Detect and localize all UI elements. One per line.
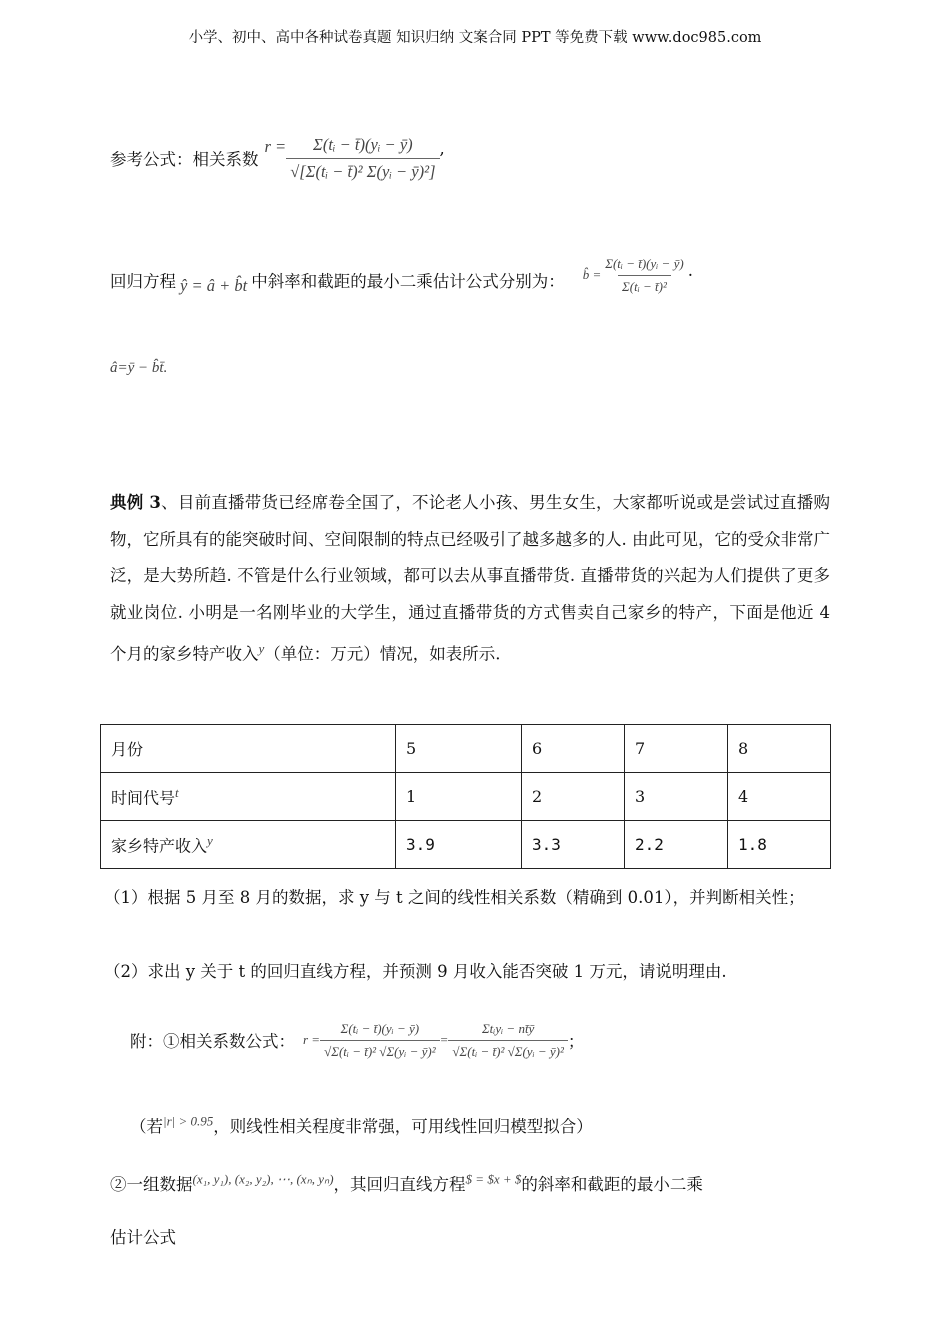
formula-denominator: √[Σ(tᵢ − t̄)² Σ(yᵢ − ȳ)²] xyxy=(286,158,439,182)
b-hat-lhs: b̂ = xyxy=(582,267,602,282)
appendix-item-2-end: 估计公式 xyxy=(110,1228,176,1247)
appendix-formula-line xyxy=(130,995,584,1085)
r-lhs: r = xyxy=(303,1032,321,1047)
table-row xyxy=(101,773,831,821)
semicolon: ； xyxy=(567,1032,585,1051)
appendix-item-2 xyxy=(110,1171,703,1195)
question-2: （2）求出 y 关于 t 的回归直线方程，并预测 9 月收入能否突破 1 万元，请说明理由. xyxy=(104,962,727,981)
cell: 8 xyxy=(728,725,831,773)
question-1: （1）根据 5 月至 8 月的数据，求 y 与 t 之间的线性相关系数（精确到 0.01），并判断相关性； xyxy=(104,888,805,907)
b-numerator: Σ(tᵢ − t̄)(yᵢ − ȳ) xyxy=(605,255,684,271)
cell: 4 xyxy=(728,773,831,821)
regression-description: 中斜率和截距的最小二乘估计公式分别为： xyxy=(251,272,565,291)
example-title: 典例 3 xyxy=(110,493,161,512)
b-period: . xyxy=(687,260,693,280)
regression-line xyxy=(110,235,693,325)
row-label xyxy=(101,821,396,869)
data-table xyxy=(100,724,831,869)
formula-numerator: Σ(tᵢ − t̄)(yᵢ − ȳ) xyxy=(313,134,413,154)
denominator: √Σ(tᵢ − t̄)² √Σ(yᵢ − ȳ)² xyxy=(448,1040,568,1060)
numerator: Σtᵢyᵢ − nt̄ȳ xyxy=(481,1020,535,1036)
note-pre: （若 xyxy=(130,1117,163,1136)
denominator: √Σ(tᵢ − t̄)² √Σ(yᵢ − ȳ)² xyxy=(320,1040,440,1060)
regression-label: 回归方程 xyxy=(110,272,176,291)
appendix-label: 附：①相关系数公式： xyxy=(130,1032,295,1051)
example-text: 、目前直播带货已经席卷全国了，不论老人小孩、男生女生，大家都听说或是尝试过直播购物，它所具有的能突破时间、空间限制的特点已经吸引了越多越多的人. 由此可见，它的受众非常广泛，是大势所趋. 不管是什么行业领域，都可以去从事直播带货. 直播带货的兴起为人们提供了更多就业岗位. 小明是一名刚毕业的大学生，通过直播带货的方式售卖自己家乡的特产，下面是他近 4 个月的家乡特产收入 xyxy=(110,493,831,664)
cell: 月份 xyxy=(111,740,144,759)
row-label xyxy=(101,725,396,773)
cell: 5 xyxy=(396,725,522,773)
cell: 7 xyxy=(625,725,728,773)
cell: 3 xyxy=(625,773,728,821)
note-post: ，则线性相关程度非常强，可用线性回归模型拟合） xyxy=(213,1117,593,1136)
page-header: 小学、初中、高中各种试卷真题 知识归纳 文案合同 PPT 等免费下载 www.doc985.com xyxy=(188,30,762,46)
cell: 3.9 xyxy=(396,821,522,869)
note-condition: |r| > 0.95 xyxy=(163,1113,214,1129)
cell: 2 xyxy=(522,773,625,821)
item2-mid: ，其回归直线方程 xyxy=(333,1175,466,1194)
item2-equation: $ = $x + $ xyxy=(465,1171,522,1187)
equals: = xyxy=(439,1032,449,1047)
reference-formula-line xyxy=(110,108,445,208)
item2-post: 的斜率和截距的最小二乘 xyxy=(521,1175,703,1194)
example-tail: （单位：万元）情况，如表所示. xyxy=(264,644,501,664)
r-lhs: r = xyxy=(264,137,287,156)
cell: 6 xyxy=(522,725,625,773)
b-hat-formula xyxy=(601,256,687,295)
b-denominator: Σ(tᵢ − t̄)² xyxy=(618,275,671,295)
example-var: y xyxy=(258,641,265,656)
table-row xyxy=(101,821,831,869)
correlation-formula-2 xyxy=(448,1021,568,1060)
cell-var: t xyxy=(175,784,179,800)
cell: 3.3 xyxy=(522,821,625,869)
cell: 家乡特产收入 xyxy=(111,836,208,856)
row-label xyxy=(101,773,396,821)
a-hat-formula: â=ȳ − b̂t̄. xyxy=(110,360,168,376)
table-row xyxy=(101,725,831,773)
correlation-formula xyxy=(286,135,439,182)
cell-var: y xyxy=(207,832,213,848)
correlation-formula-1 xyxy=(320,1021,440,1060)
cell: 1.8 xyxy=(728,821,831,869)
formula-comma: , xyxy=(439,138,445,158)
item2-data: (x₁, y₁), (x₂, y₂), ⋯, (xₙ, yₙ) xyxy=(192,1171,334,1187)
regression-equation: ŷ = â + b̂t xyxy=(180,276,248,295)
cell: 2.2 xyxy=(625,821,728,869)
item2-pre: ②一组数据 xyxy=(110,1175,193,1194)
reference-label: 参考公式：相关系数 xyxy=(110,150,259,169)
example-paragraph xyxy=(110,485,830,673)
cell: 1 xyxy=(396,773,522,821)
threshold-note xyxy=(130,1113,593,1137)
numerator: Σ(tᵢ − t̄)(yᵢ − ȳ) xyxy=(340,1020,420,1036)
cell: 时间代号 xyxy=(111,788,176,808)
